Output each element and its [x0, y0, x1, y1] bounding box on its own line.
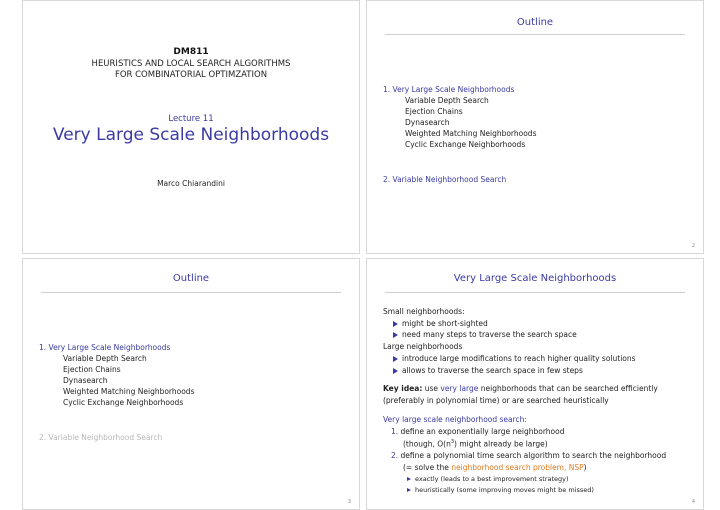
outline-subsection[interactable]: Cyclic Exchange Neighborhoods	[405, 140, 526, 149]
outline-subsection[interactable]: Weighted Matching Neighborhoods	[63, 387, 195, 396]
bullet-triangle-icon	[407, 488, 411, 492]
page-number: 2	[691, 243, 695, 249]
bullet-item: might be short-sighted	[393, 319, 488, 328]
content-slide	[366, 258, 704, 510]
title-rule	[385, 292, 685, 293]
slide-title: Outline	[172, 273, 210, 284]
outline-section-2[interactable]: 2. Variable Neighborhood Search	[39, 433, 163, 442]
author-name: Marco Chiarandini	[157, 179, 225, 188]
bullet-item: need many steps to traverse the search space	[393, 330, 577, 339]
outline-subsections	[63, 353, 194, 408]
bullet-triangle-icon	[393, 356, 398, 362]
outline-subsection[interactable]: Weighted Matching Neighborhoods	[405, 129, 537, 138]
bullet-triangle-icon	[393, 332, 398, 338]
bullet-item: introduce large modifications to reach higher quality solutions	[393, 354, 636, 363]
page-number: 4	[691, 499, 695, 505]
outline-subsection[interactable]: Dynasearch	[405, 118, 450, 127]
title-rule	[385, 34, 685, 35]
outline-subsections	[405, 95, 536, 150]
outline-section-1[interactable]: 1. Very Large Scale Neighborhoods	[39, 343, 171, 352]
bullet-triangle-icon	[407, 477, 411, 481]
outline-slide	[366, 0, 704, 254]
bullet-triangle-icon	[393, 368, 398, 374]
outline-slide-current	[22, 258, 360, 510]
large-neighborhoods-heading: Large neighborhoods	[383, 342, 463, 351]
slide-title: Outline	[516, 17, 554, 28]
sub-bullet-item: exactly (leads to a best improvement strategy)	[407, 475, 569, 483]
course-subtitle-line2: FOR COMBINATORIAL OPTIMZATION	[114, 70, 268, 80]
vlsn-heading: Very large scale neighborhood search:	[383, 415, 527, 424]
lecture-number: Lecture 11	[168, 114, 214, 124]
outline-subsection[interactable]: Variable Depth Search	[405, 96, 489, 105]
outline-section-1[interactable]: 1. Very Large Scale Neighborhoods	[383, 85, 515, 94]
lecture-title: Very Large Scale Neighborhoods	[52, 125, 330, 145]
title-rule	[41, 292, 341, 293]
step-2-note: (= solve the neighborhood search problem, NSP)	[403, 463, 587, 472]
bullet-triangle-icon	[393, 321, 398, 327]
outline-subsection[interactable]: Dynasearch	[63, 376, 108, 385]
title-slide	[22, 0, 360, 254]
outline-subsection[interactable]: Variable Depth Search	[63, 354, 147, 363]
key-idea-line2: (preferably in polynomial time) or are searched heuristically	[383, 396, 609, 405]
step-1: 1. define an exponentially large neighborhood	[391, 427, 565, 436]
outline-subsection[interactable]: Ejection Chains	[63, 365, 121, 374]
bullet-item: allows to traverse the search space in few steps	[393, 366, 583, 375]
course-subtitle	[23, 59, 359, 81]
slide-title: Very Large Scale Neighborhoods	[453, 273, 617, 284]
step-1-note: (though, $O(n^3)$ might already be large)	[403, 439, 548, 449]
course-code: DM811	[173, 47, 209, 57]
key-idea-line: Key idea: use very large neighborhoods that can be searched efficiently	[383, 384, 658, 393]
course-subtitle-line1: HEURISTICS AND LOCAL SEARCH ALGORITHMS	[91, 59, 291, 69]
outline-subsection[interactable]: Ejection Chains	[405, 107, 463, 116]
outline-subsection[interactable]: Cyclic Exchange Neighborhoods	[63, 398, 184, 407]
small-neighborhoods-heading: Small neighborhoods:	[383, 307, 465, 316]
page-number: 3	[347, 499, 351, 505]
sub-bullet-item: heuristically (some improving moves might be missed)	[407, 486, 594, 494]
outline-section-2[interactable]: 2. Variable Neighborhood Search	[383, 175, 507, 184]
step-2: 2. define a polynomial time search algorithm to search the neighborhood	[391, 451, 667, 460]
